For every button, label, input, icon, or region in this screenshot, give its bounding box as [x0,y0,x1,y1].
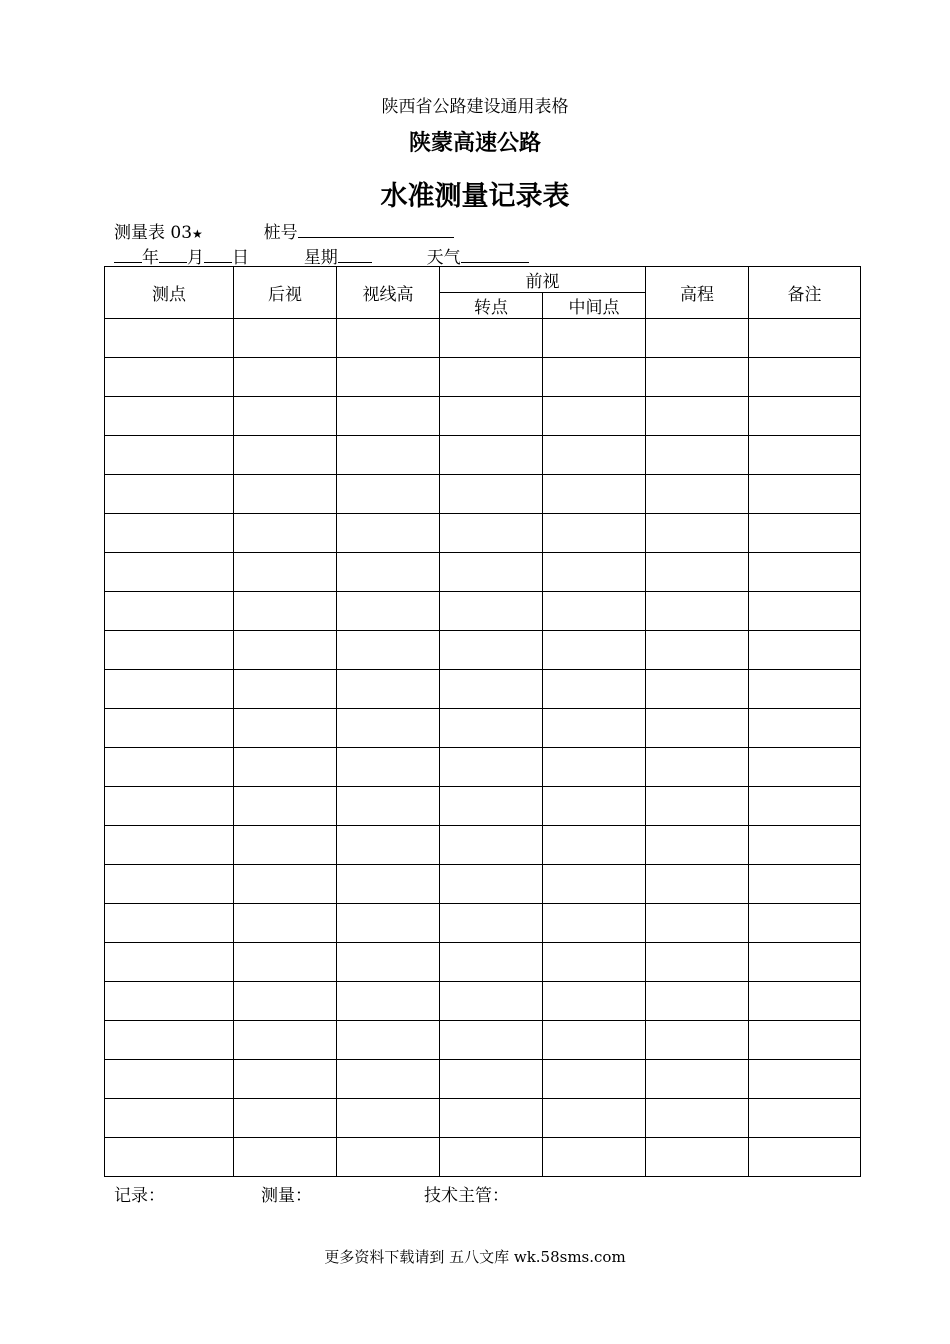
supervisor-label: 技术主管： [424,1186,509,1206]
table-cell[interactable] [646,748,749,787]
table-cell[interactable] [105,592,234,631]
table-cell[interactable] [234,943,337,982]
org-title: 陕西省公路建设通用表格 [381,97,569,117]
table-cell[interactable] [543,943,646,982]
table-cell[interactable] [440,475,543,514]
table-cell[interactable] [337,709,440,748]
table-cell[interactable] [337,397,440,436]
table-cell[interactable] [234,826,337,865]
table-cell[interactable] [337,982,440,1021]
table-cell[interactable] [749,592,861,631]
table-cell[interactable] [337,631,440,670]
table-cell[interactable] [543,553,646,592]
header-instrument-height: 视线高 [337,267,440,319]
table-cell[interactable] [646,436,749,475]
table-cell[interactable] [646,709,749,748]
table-cell[interactable] [234,982,337,1021]
table-cell[interactable] [543,475,646,514]
table-cell[interactable] [337,943,440,982]
table-cell[interactable] [105,319,234,358]
table-cell[interactable] [337,436,440,475]
table-cell[interactable] [749,709,861,748]
month-label: 月 [187,248,204,268]
table-cell[interactable] [646,475,749,514]
table-row [105,397,861,436]
table-cell[interactable] [646,592,749,631]
table-cell[interactable] [646,397,749,436]
recorder-label: 记录： [114,1186,165,1206]
table-row [105,943,861,982]
table-cell[interactable] [105,1138,234,1177]
table-cell[interactable] [646,982,749,1021]
level-survey-table [104,266,861,1177]
year-label: 年 [142,248,159,268]
year-field[interactable] [114,245,142,263]
table-row [105,475,861,514]
table-cell[interactable] [543,592,646,631]
table-cell[interactable] [337,553,440,592]
table-cell[interactable] [646,631,749,670]
header-backsight: 后视 [234,267,337,319]
table-cell[interactable] [749,1099,861,1138]
table-cell[interactable] [749,865,861,904]
table-cell[interactable] [440,943,543,982]
table-row [105,787,861,826]
table-cell[interactable] [749,358,861,397]
header-intermediate-point: 中间点 [543,293,646,319]
table-cell[interactable] [105,631,234,670]
table-row [105,904,861,943]
table-row [105,631,861,670]
table-cell[interactable] [440,826,543,865]
table-row [105,553,861,592]
weather-field[interactable] [461,245,529,263]
header-point: 测点 [105,267,234,319]
table-cell[interactable] [543,982,646,1021]
table-cell[interactable] [543,436,646,475]
table-cell[interactable] [337,865,440,904]
surveyor-label: 测量： [261,1186,312,1206]
weekday-field[interactable] [338,245,372,263]
table-cell[interactable] [440,436,543,475]
project-title: 陕蒙高速公路 [408,131,541,156]
day-field[interactable] [204,245,232,263]
table-cell[interactable] [440,709,543,748]
table-row [105,592,861,631]
table-cell[interactable] [105,397,234,436]
table-row [105,1021,861,1060]
table-cell[interactable] [749,553,861,592]
header-remarks: 备注 [749,267,861,319]
weather-label: 天气 [426,248,461,268]
weekday-label: 星期 [303,248,338,268]
table-cell[interactable] [234,865,337,904]
table-cell[interactable] [105,709,234,748]
table-cell[interactable] [337,748,440,787]
table-row [105,319,861,358]
header-foresight: 前视 [440,267,646,293]
table-cell[interactable] [105,1060,234,1099]
table-cell[interactable] [440,397,543,436]
table-cell[interactable] [646,1060,749,1099]
table-cell[interactable] [646,514,749,553]
table-cell[interactable] [749,1060,861,1099]
table-cell[interactable] [337,1099,440,1138]
date-line [114,243,529,268]
table-cell[interactable] [234,1021,337,1060]
table-row [105,865,861,904]
table-cell[interactable] [105,358,234,397]
table-cell[interactable] [440,1021,543,1060]
table-cell[interactable] [646,904,749,943]
table-cell[interactable] [440,787,543,826]
table-row [105,1099,861,1138]
table-cell[interactable] [440,1060,543,1099]
table-cell[interactable] [440,319,543,358]
table-cell[interactable] [234,787,337,826]
table-cell[interactable] [543,787,646,826]
table-cell[interactable] [337,1021,440,1060]
table-cell[interactable] [543,904,646,943]
table-cell[interactable] [646,1138,749,1177]
stake-label: 桩号 [263,223,298,243]
form-title: 水准测量记录表 [380,181,570,212]
table-cell[interactable] [234,319,337,358]
table-cell[interactable] [646,865,749,904]
table-cell[interactable] [105,670,234,709]
table-row [105,709,861,748]
table-cell[interactable] [105,865,234,904]
table-cell[interactable] [543,319,646,358]
table-cell[interactable] [234,436,337,475]
table-cell[interactable] [105,748,234,787]
table-cell[interactable] [234,475,337,514]
table-cell[interactable] [234,1099,337,1138]
table-cell[interactable] [105,514,234,553]
form-number: 测量表 03 [114,223,193,243]
table-cell[interactable] [543,1060,646,1099]
table-cell[interactable] [543,865,646,904]
table-row [105,982,861,1021]
table-cell[interactable] [105,553,234,592]
table-cell[interactable] [234,1138,337,1177]
table-cell[interactable] [337,319,440,358]
header-elevation: 高程 [646,267,749,319]
table-cell[interactable] [234,1060,337,1099]
table-cell[interactable] [105,787,234,826]
table-cell[interactable] [440,904,543,943]
table-cell[interactable] [234,514,337,553]
signature-line [114,1181,509,1206]
table-cell[interactable] [749,748,861,787]
table-cell[interactable] [234,358,337,397]
download-credit: 更多资料下载请到 五八文库 wk.58sms.com [324,1248,626,1266]
table-cell[interactable] [646,319,749,358]
table-cell[interactable] [234,553,337,592]
table-cell[interactable] [646,943,749,982]
table-cell[interactable] [105,826,234,865]
table-cell[interactable] [543,397,646,436]
star-icon: ★ [192,227,203,241]
table-row [105,826,861,865]
table-cell[interactable] [440,631,543,670]
table-cell[interactable] [234,904,337,943]
table-cell[interactable] [105,982,234,1021]
table-cell[interactable] [440,358,543,397]
table-cell[interactable] [337,1138,440,1177]
table-cell[interactable] [440,1099,543,1138]
table-cell[interactable] [337,514,440,553]
table-cell[interactable] [646,553,749,592]
table-cell[interactable] [337,826,440,865]
table-cell[interactable] [749,436,861,475]
stake-field[interactable] [298,220,454,238]
table-cell[interactable] [234,709,337,748]
table-cell[interactable] [543,709,646,748]
table-row [105,1060,861,1099]
table-cell[interactable] [440,592,543,631]
table-cell[interactable] [440,1138,543,1177]
table-cell[interactable] [234,670,337,709]
table-cell[interactable] [105,904,234,943]
table-cell[interactable] [337,1060,440,1099]
month-field[interactable] [159,245,187,263]
table-cell[interactable] [749,631,861,670]
table-cell[interactable] [543,514,646,553]
table-cell[interactable] [234,397,337,436]
table-cell[interactable] [337,475,440,514]
table-cell[interactable] [749,1021,861,1060]
table-cell[interactable] [543,631,646,670]
table-cell[interactable] [749,787,861,826]
table-cell[interactable] [749,1138,861,1177]
table-cell[interactable] [234,592,337,631]
table-cell[interactable] [440,865,543,904]
table-row [105,670,861,709]
table-cell[interactable] [105,1099,234,1138]
table-cell[interactable] [749,826,861,865]
table-cell[interactable] [440,553,543,592]
table-cell[interactable] [440,748,543,787]
table-row [105,514,861,553]
table-cell[interactable] [646,826,749,865]
table-cell[interactable] [646,1099,749,1138]
table-cell[interactable] [646,787,749,826]
table-cell[interactable] [105,475,234,514]
form-info-line [114,218,454,243]
table-cell[interactable] [749,514,861,553]
table-cell[interactable] [646,670,749,709]
table-cell[interactable] [543,1099,646,1138]
table-cell[interactable] [234,631,337,670]
table-cell[interactable] [234,748,337,787]
table-cell[interactable] [646,1021,749,1060]
table-cell[interactable] [646,358,749,397]
table-cell[interactable] [440,670,543,709]
table-row [105,748,861,787]
table-row [105,358,861,397]
table-cell[interactable] [440,514,543,553]
table-cell[interactable] [749,397,861,436]
day-label: 日 [232,248,249,268]
table-cell[interactable] [543,826,646,865]
table-cell[interactable] [749,904,861,943]
header-turning-point: 转点 [440,293,543,319]
table-cell[interactable] [749,982,861,1021]
table-cell[interactable] [105,943,234,982]
table-cell[interactable] [543,670,646,709]
table-cell[interactable] [543,358,646,397]
table-cell[interactable] [749,943,861,982]
table-cell[interactable] [337,592,440,631]
table-cell[interactable] [337,904,440,943]
table-cell[interactable] [337,358,440,397]
table-cell[interactable] [543,1138,646,1177]
table-row [105,436,861,475]
table-cell[interactable] [105,1021,234,1060]
table-cell[interactable] [337,787,440,826]
table-cell[interactable] [440,982,543,1021]
table-cell[interactable] [543,748,646,787]
table-cell[interactable] [749,670,861,709]
table-cell[interactable] [337,670,440,709]
table-cell[interactable] [543,1021,646,1060]
table-cell[interactable] [749,319,861,358]
table-cell[interactable] [749,475,861,514]
table-row [105,1138,861,1177]
table-cell[interactable] [105,436,234,475]
